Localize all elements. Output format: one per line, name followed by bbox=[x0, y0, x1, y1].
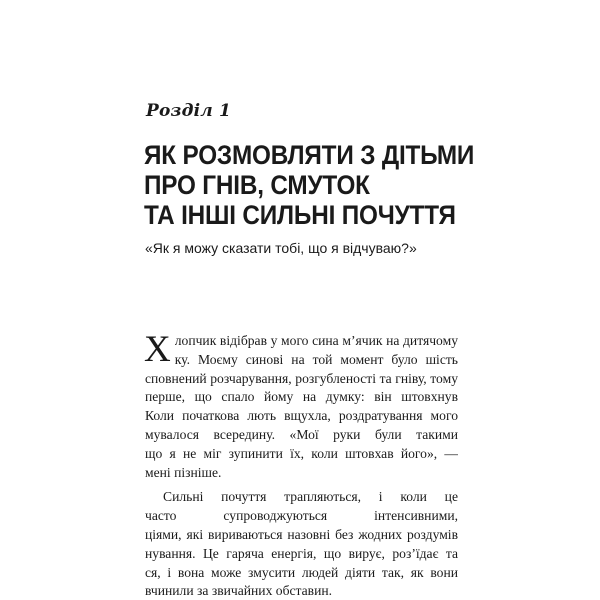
text-line: перше, що спало йому на думку: він штовхнув bbox=[145, 389, 458, 405]
text-line: мені пізніше. bbox=[145, 464, 222, 480]
paragraph-1 bbox=[144, 329, 458, 482]
body-text bbox=[144, 329, 458, 600]
chapter-title-line: ТА ІНШІ СИЛЬНІ ПОЧУТТЯ bbox=[144, 200, 456, 230]
text-line: ся, і вона може змусити людей діяти так, як вони bbox=[145, 564, 458, 580]
text-line: ку. Моєму синові на той момент було шість bbox=[174, 351, 458, 367]
chapter-title-line: ЯК РОЗМОВЛЯТИ З ДІТЬМИ bbox=[144, 140, 475, 170]
chapter-label: Розділ 1 bbox=[146, 101, 232, 121]
text-line: сповнений розчарування, розгубленості та гніву, тому bbox=[145, 370, 458, 386]
text-line: Сильні почуття трапляються, і коли це bbox=[163, 489, 458, 505]
text-line: вчинили за звичайних обставин. bbox=[145, 583, 333, 599]
text-line: Коли початкова лють вщухла, роздратування мого bbox=[145, 408, 458, 424]
text-line: нування. Це гаряча енергія, що вирує, роз’їдає та bbox=[145, 545, 458, 561]
paragraph-2 bbox=[145, 488, 458, 600]
text-line: часто супроводжуються інтенсивними, bbox=[145, 508, 458, 524]
chapter-title bbox=[144, 140, 475, 230]
text-line: ціями, які вириваються назовні без жодних роздумів bbox=[145, 526, 458, 542]
text-line: що я не міг зупинити їх, коли штовхав його», — bbox=[145, 445, 458, 461]
chapter-title-line: ПРО ГНІВ, СМУТОК bbox=[144, 170, 370, 200]
text-line: мувалося всередину. «Мої руки були такими bbox=[145, 426, 458, 442]
text-line: лопчик відібрав у мого сина м’ячик на дитячому bbox=[174, 333, 458, 348]
drop-cap: Х bbox=[144, 329, 171, 370]
epigraph: «Як я можу сказати тобі, що я відчуваю?» bbox=[145, 240, 417, 256]
